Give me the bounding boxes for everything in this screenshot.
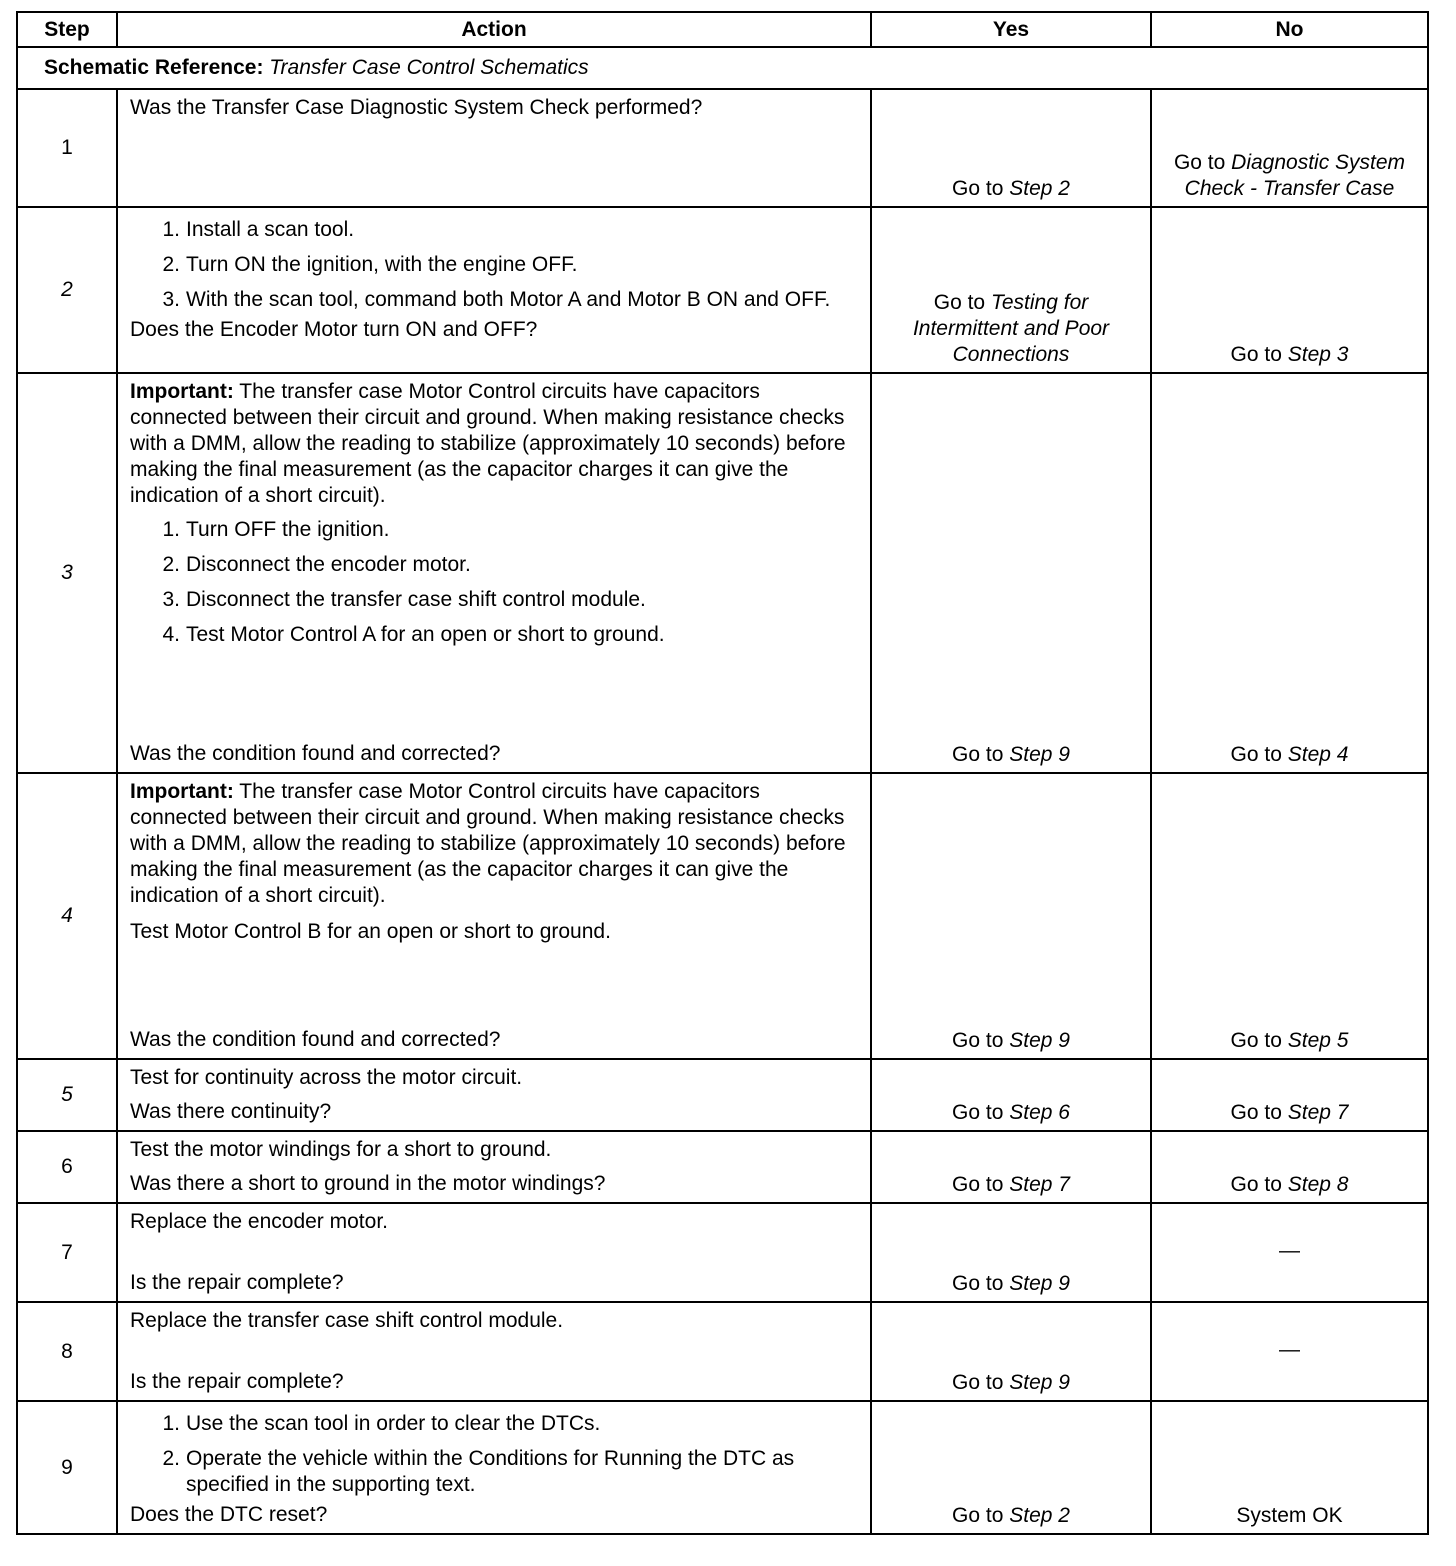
no-link[interactable]: Step 5: [1287, 1029, 1349, 1052]
question-text: Was the condition found and corrected?: [130, 742, 501, 765]
no-cell: —: [1151, 1203, 1428, 1302]
no-link[interactable]: Step 4: [1287, 743, 1349, 766]
yes-link[interactable]: Step 2: [1009, 1504, 1070, 1527]
important-note: Important: The transfer case Motor Control circuits have capacitors connected between their circuit and ground. When making resistance checks with a DMM, allow the reading to stabilize (approximately 10 seconds) before making the final measurement (as the capacitor charges it can give the indication of a short circuit).: [130, 780, 846, 907]
go-to-text: Go to: [1230, 343, 1282, 366]
table-row: [17, 1302, 1428, 1401]
list-item: 1. Use the scan tool in order to clear the DTCs.: [162, 1412, 601, 1435]
table-row: [17, 89, 1428, 207]
question-text: Was there a short to ground in the motor windings?: [130, 1172, 606, 1195]
yes-link[interactable]: Step 9: [1009, 743, 1070, 766]
action-cell: [117, 1059, 871, 1131]
header-yes: Yes: [871, 12, 1151, 47]
no-cell: [1151, 373, 1428, 773]
action-cell: [117, 207, 871, 373]
yes-cell: [871, 89, 1151, 207]
list-item: 2. Operate the vehicle within the Conditions for Running the DTC as specified in the supporting text.: [162, 1447, 795, 1496]
step-number: 3: [17, 373, 117, 773]
schematic-label: Schematic Reference:: [44, 55, 264, 79]
list-item: 2. Turn ON the ignition, with the engine OFF.: [162, 253, 578, 276]
action-list: [130, 517, 860, 648]
go-to-text: Go to: [1173, 151, 1226, 174]
go-to-text: Go to: [933, 291, 986, 314]
no-link[interactable]: Step 3: [1287, 343, 1349, 366]
instruction-text: Replace the encoder motor.: [130, 1210, 388, 1233]
question-text: Was the Transfer Case Diagnostic System Check performed?: [130, 96, 703, 119]
no-link[interactable]: Step 7: [1287, 1101, 1349, 1124]
action-cell: [117, 373, 871, 773]
header-row: [17, 12, 1428, 47]
important-note: Important: The transfer case Motor Control circuits have capacitors connected between their circuit and ground. When making resistance checks with a DMM, allow the reading to stabilize (approximately 10 seconds) before making the final measurement (as the capacitor charges it can give the indication of a short circuit).: [130, 380, 846, 507]
yes-cell: [871, 1302, 1151, 1401]
go-to-text: Go to: [1230, 743, 1282, 766]
list-item: 1. Install a scan tool.: [162, 218, 355, 241]
question-text: Does the DTC reset?: [130, 1503, 328, 1526]
step-number: 7: [17, 1203, 117, 1302]
action-cell: [117, 1203, 871, 1302]
no-link[interactable]: Step 8: [1287, 1173, 1349, 1196]
schematic-row: [17, 47, 1428, 89]
no-cell: [1151, 1131, 1428, 1203]
yes-cell: [871, 1059, 1151, 1131]
list-item: 3. Disconnect the transfer case shift control module.: [162, 588, 646, 611]
table-row: [17, 1059, 1428, 1131]
action-cell: [117, 89, 871, 207]
question-text: Does the Encoder Motor turn ON and OFF?: [130, 318, 538, 341]
instruction-text: Replace the transfer case shift control module.: [130, 1309, 564, 1332]
yes-link[interactable]: Step 9: [1009, 1029, 1070, 1052]
schematic-reference: [17, 47, 1428, 89]
no-link[interactable]: Diagnostic System Check - Transfer Case: [1184, 151, 1406, 200]
yes-link[interactable]: Step 6: [1009, 1101, 1070, 1124]
question-text: Was there continuity?: [130, 1100, 332, 1123]
action-list: [130, 217, 860, 313]
table-row: [17, 1203, 1428, 1302]
list-item: 2. Disconnect the encoder motor.: [162, 553, 471, 576]
no-cell: [1151, 1059, 1428, 1131]
go-to-text: Go to: [1230, 1029, 1282, 1052]
question-text: Is the repair complete?: [130, 1271, 344, 1294]
no-cell: [1151, 773, 1428, 1059]
step-number: 2: [17, 207, 117, 373]
action-list: [130, 1411, 860, 1498]
no-cell: [1151, 89, 1428, 207]
table-row: [17, 207, 1428, 373]
go-to-text: Go to: [952, 743, 1004, 766]
question-text: Is the repair complete?: [130, 1370, 344, 1393]
action-cell: [117, 1131, 871, 1203]
go-to-text: Go to: [1230, 1173, 1282, 1196]
yes-link[interactable]: Step 9: [1009, 1272, 1070, 1295]
go-to-text: Go to: [1230, 1101, 1282, 1124]
yes-link[interactable]: Step 9: [1009, 1371, 1070, 1394]
go-to-text: Go to: [952, 1272, 1004, 1295]
yes-cell: [871, 1203, 1151, 1302]
go-to-text: Go to: [952, 1101, 1004, 1124]
list-item: 3. With the scan tool, command both Motor A and Motor B ON and OFF.: [162, 288, 831, 311]
table-row: [17, 1131, 1428, 1203]
yes-link[interactable]: Step 7: [1009, 1173, 1070, 1196]
go-to-text: Go to: [952, 1173, 1004, 1196]
action-cell: [117, 1302, 871, 1401]
yes-link[interactable]: Step 2: [1009, 177, 1070, 200]
go-to-text: Go to: [952, 1371, 1004, 1394]
question-text: Was the condition found and corrected?: [130, 1028, 501, 1051]
instruction-text: Test for continuity across the motor circuit.: [130, 1066, 523, 1089]
go-to-text: Go to: [952, 177, 1004, 200]
step-number: 1: [17, 89, 117, 207]
header-no: No: [1151, 12, 1428, 47]
diagnostic-table: [16, 11, 1429, 1535]
instruction-text: Test the motor windings for a short to ground.: [130, 1138, 552, 1161]
table-row: [17, 773, 1428, 1059]
header-step: Step: [17, 12, 117, 47]
step-number: 6: [17, 1131, 117, 1203]
schematic-link[interactable]: Transfer Case Control Schematics: [269, 55, 589, 79]
yes-link[interactable]: Testing for Intermittent and Poor Connections: [912, 291, 1110, 366]
action-cell: [117, 773, 871, 1059]
yes-cell: [871, 773, 1151, 1059]
go-to-text: Go to: [952, 1029, 1004, 1052]
no-cell: —: [1151, 1302, 1428, 1401]
step-number: 4: [17, 773, 117, 1059]
yes-cell: [871, 1401, 1151, 1534]
instruction-text: Test Motor Control B for an open or short to ground.: [130, 920, 611, 943]
table-row: [17, 373, 1428, 773]
table-row: [17, 1401, 1428, 1534]
step-number: 5: [17, 1059, 117, 1131]
list-item: 4. Test Motor Control A for an open or short to ground.: [162, 623, 665, 646]
list-item: 1. Turn OFF the ignition.: [162, 518, 390, 541]
yes-cell: [871, 373, 1151, 773]
action-cell: [117, 1401, 871, 1534]
no-cell: System OK: [1151, 1401, 1428, 1534]
step-number: 8: [17, 1302, 117, 1401]
yes-cell: [871, 207, 1151, 373]
no-cell: [1151, 207, 1428, 373]
header-action: Action: [117, 12, 871, 47]
step-number: 9: [17, 1401, 117, 1534]
go-to-text: Go to: [952, 1504, 1004, 1527]
yes-cell: [871, 1131, 1151, 1203]
